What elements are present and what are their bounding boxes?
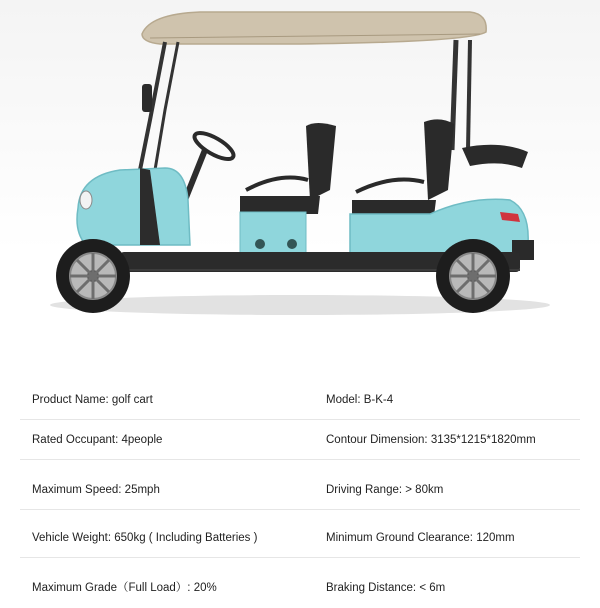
spec-table <box>0 380 600 600</box>
spec-row <box>20 568 580 608</box>
spec-product-name: Product Name: golf cart <box>32 394 153 406</box>
spec-braking-distance: Braking Distance: < 6m <box>326 582 446 594</box>
spec-row <box>20 518 580 558</box>
spec-vehicle-weight: Vehicle Weight: 650kg ( Including Batteries ) <box>32 532 258 544</box>
spec-contour-dimension: Contour Dimension: 3135*1215*1820mm <box>326 434 536 446</box>
spec-row <box>20 380 580 420</box>
spec-driving-range: Driving Range: > 80km <box>326 484 444 496</box>
spec-maximum-grade: Maximum Grade（Full Load）: 20% <box>32 582 217 594</box>
spec-row <box>20 470 580 510</box>
spec-ground-clearance: Minimum Ground Clearance: 120mm <box>326 532 515 544</box>
spec-row <box>20 420 580 460</box>
spec-rated-occupant: Rated Occupant: 4people <box>32 434 163 446</box>
spec-maximum-speed: Maximum Speed: 25mph <box>32 484 160 496</box>
spec-model: Model: B-K-4 <box>326 394 394 406</box>
